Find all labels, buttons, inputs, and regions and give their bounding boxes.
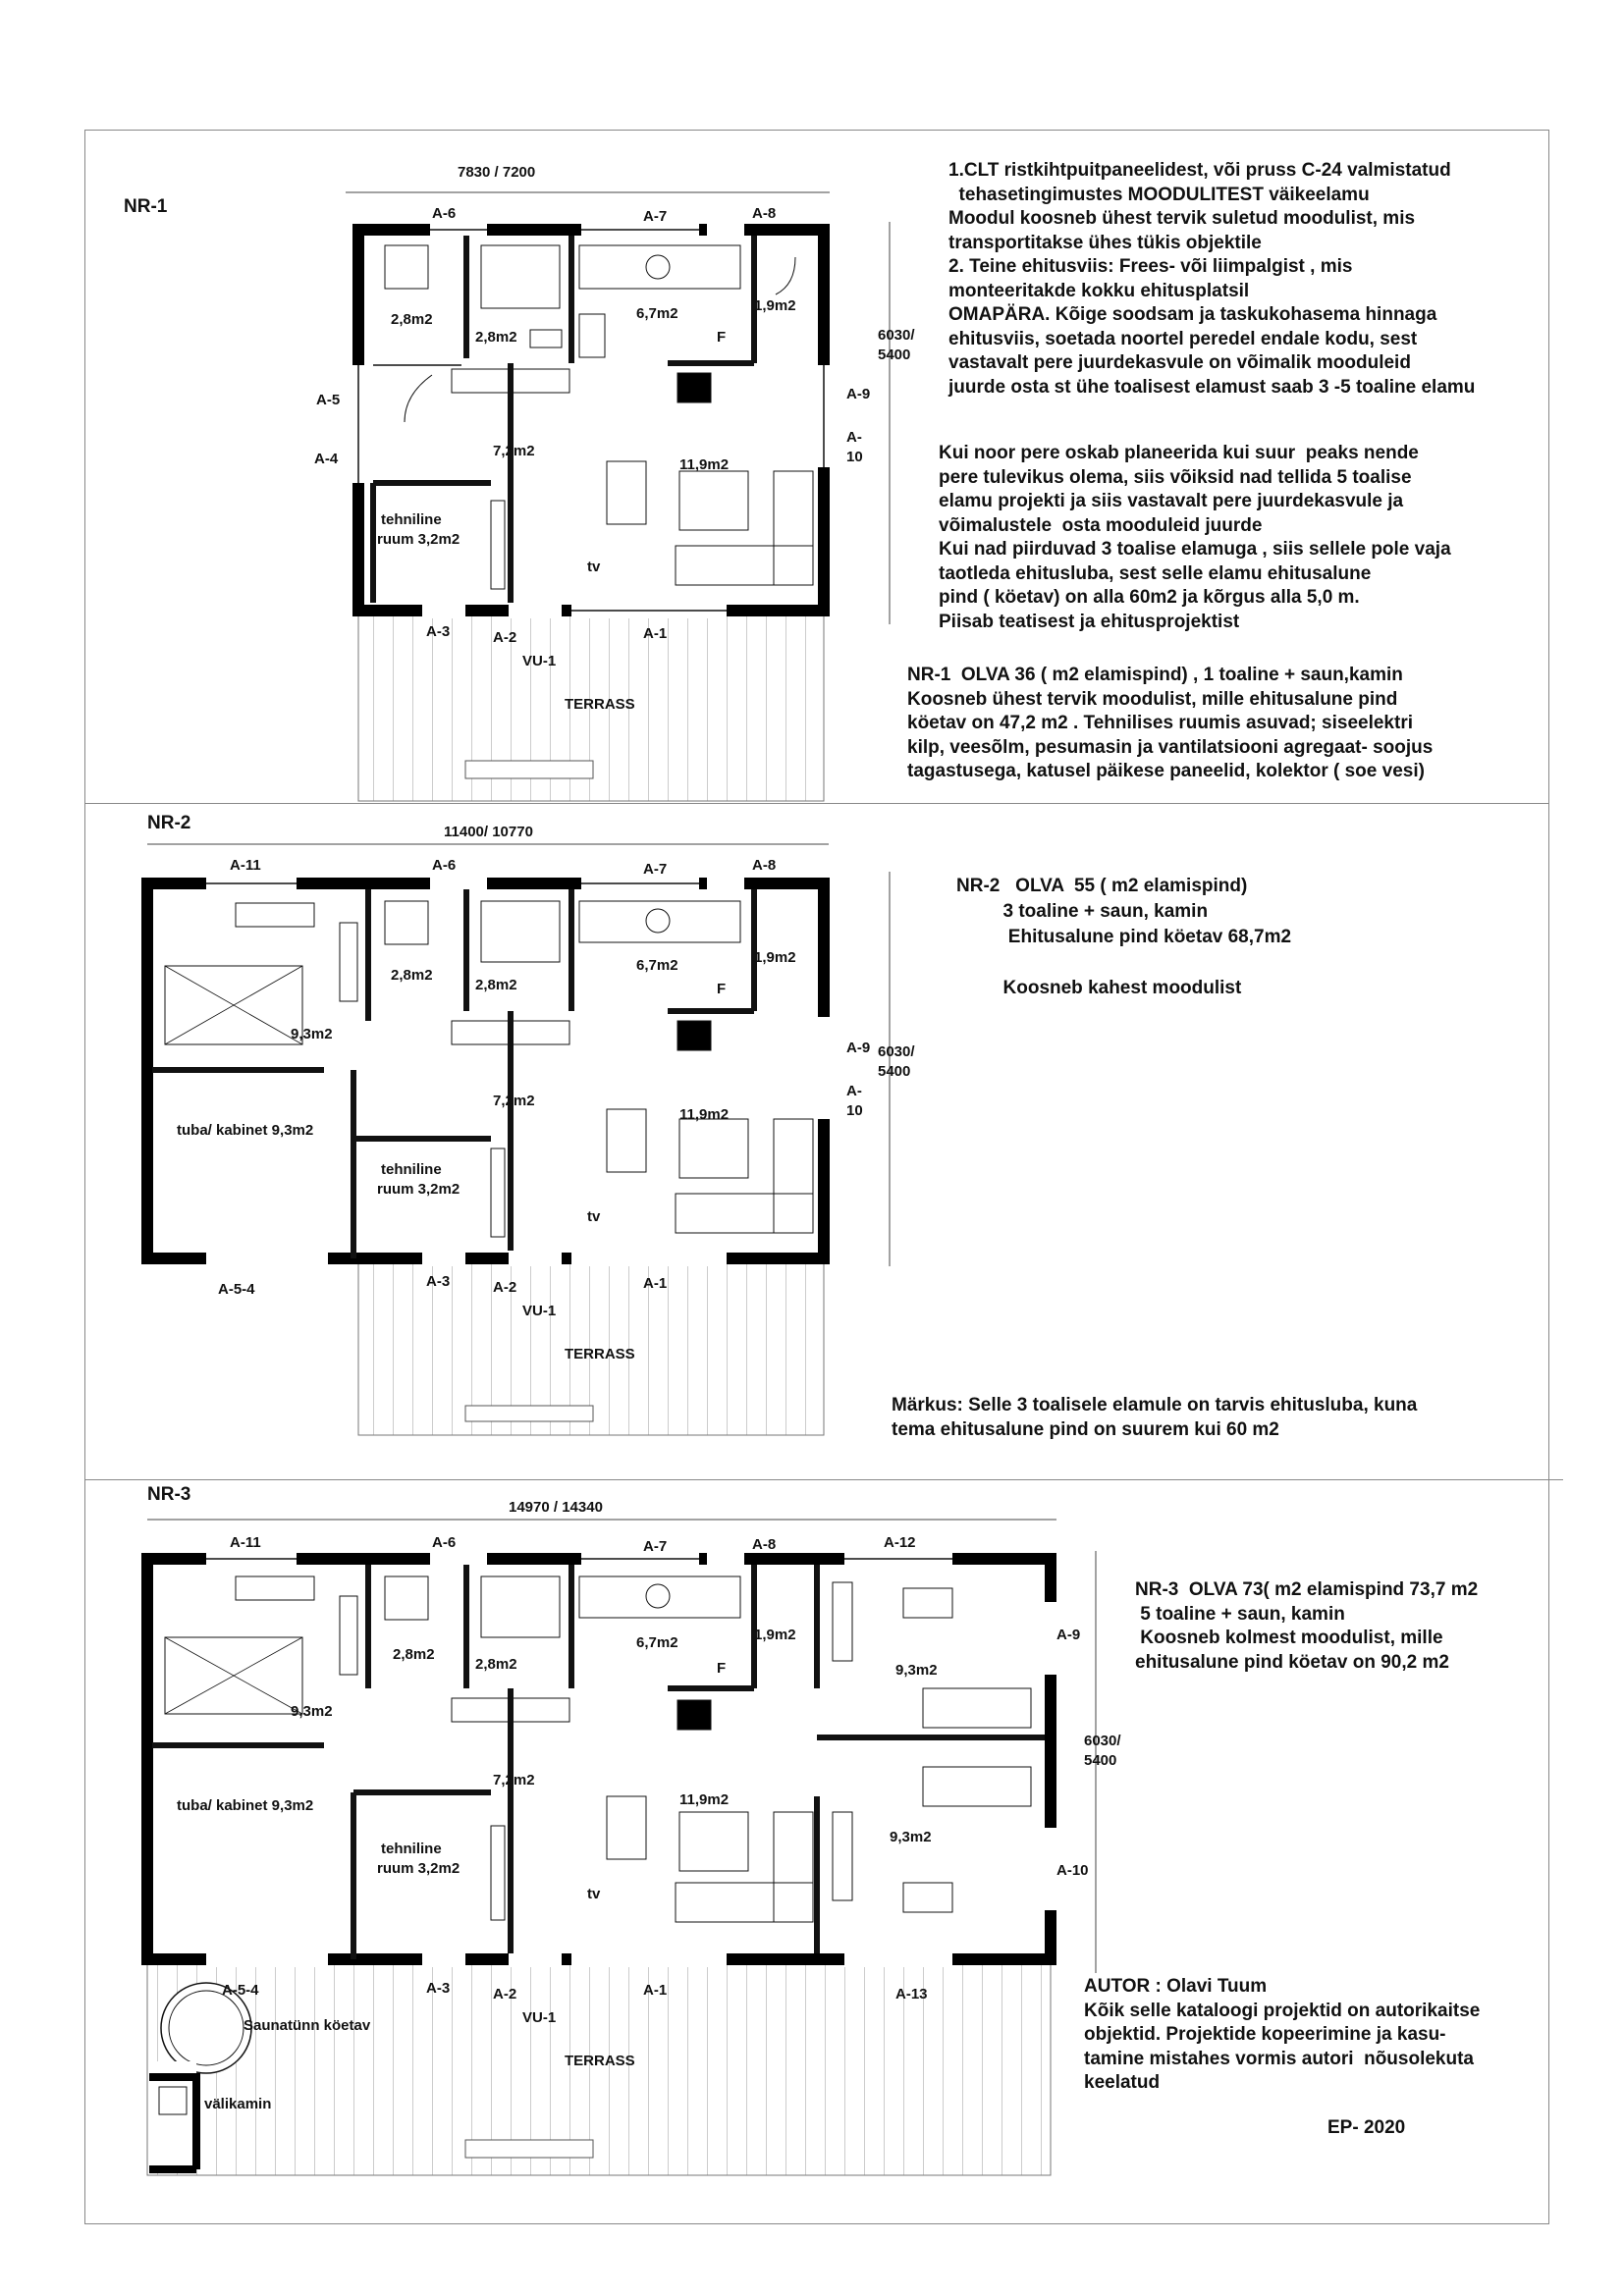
nr1-a10b: 10 [846, 449, 863, 465]
nr3-a11: A-11 [230, 1534, 261, 1551]
text-line: elamu projekti ja siis vastavalt pere juurdekasvule ja [939, 491, 1404, 511]
text-line: NR-1 OLVA 36 ( m2 elamispind) , 1 toaline + saun,kamin [907, 665, 1403, 685]
nr3-dim-width: 14970 / 14340 [509, 1499, 603, 1516]
nr3-room-bed3: 9,3m2 [890, 1829, 932, 1845]
text-line: monteeritakde kokku ehitusplatsil [948, 280, 1250, 301]
text-line: NR-3 OLVA 73( m2 elamispind 73,7 m2 [1135, 1579, 1479, 1600]
text-line: juurde osta st ühe toalisest elamust saab 3 -5 toaline elamu [948, 376, 1476, 398]
nr1-room-wc: 2,8m2 [391, 311, 433, 328]
nr1-terrace: TERRASS [565, 696, 635, 713]
nr1-vu: VU-1 [522, 653, 557, 669]
nr1-room-living: 11,9m2 [679, 456, 730, 473]
text-line: võimalustele osta mooduleid juurde [939, 514, 1263, 536]
text-line: Ehitusalune pind köetav 68,7m2 [956, 927, 1292, 947]
text-line: Koosneb ühest tervik moodulist, mille ehitusalune pind [907, 688, 1398, 710]
text-line: köetav on 47,2 m2 . Tehnilises ruumis asuvad; siseelektri [907, 713, 1413, 733]
text-line: Koosneb kolmest moodulist, mille [1135, 1628, 1443, 1648]
nr3-a9: A-9 [1056, 1627, 1081, 1643]
nr3-room-wc2: 1,9m2 [754, 1627, 796, 1643]
text-block-2 [939, 442, 1451, 634]
text-line: keelatud [1084, 2072, 1161, 2093]
nr1-dim-depth-a: 6030/ [878, 327, 915, 344]
nr2-a11: A-11 [230, 857, 261, 874]
nr2-a10b: 10 [846, 1102, 863, 1119]
plan-nr3 [147, 1520, 1096, 2175]
nr2-a9: A-9 [846, 1040, 871, 1056]
nr2-a10a: A- [846, 1083, 862, 1099]
nr1-a4: A-4 [314, 451, 339, 467]
text-line: Kui nad piirduvad 3 toalise elamuga , siis sellele pole vaja [939, 539, 1451, 560]
nr1-f: F [717, 329, 727, 346]
nr3-tv: tv [587, 1886, 601, 1902]
footer-label: EP- 2020 [1327, 2117, 1406, 2138]
nr3-a8: A-8 [752, 1536, 777, 1553]
nr1-a6: A-6 [432, 205, 457, 222]
nr2-tech1: tehniline [381, 1161, 442, 1178]
nr2-room-wc2: 1,9m2 [754, 949, 796, 966]
text-line: Märkus: Selle 3 toalisele elamule on tarvis ehitusluba, kuna [892, 1395, 1418, 1415]
nr1-dim-depth-b: 5400 [878, 347, 911, 363]
nr2-dim-depth-b: 5400 [878, 1063, 911, 1080]
nr2-a7: A-7 [643, 861, 668, 878]
nr3-room-sauna: 2,8m2 [475, 1656, 517, 1673]
nr2-label: NR-2 [147, 813, 191, 833]
nr3-label: NR-3 [147, 1484, 191, 1505]
nr3-f: F [717, 1660, 727, 1677]
nr2-a54: A-5-4 [218, 1281, 255, 1298]
nr1-room-kitchen: 6,7m2 [636, 305, 678, 322]
text-line: Koosneb kahest moodulist [956, 978, 1242, 998]
text-line: 5 toaline + saun, kamin [1135, 1603, 1345, 1625]
nr3-room-bed: 9,3m2 [291, 1703, 333, 1720]
nr2-room-living: 11,9m2 [679, 1106, 730, 1123]
text-line: ehitusalune pind köetav on 90,2 m2 [1135, 1651, 1449, 1673]
nr1-a3: A-3 [426, 623, 451, 640]
text-line: Kõik selle kataloogi projektid on autorikaitse [1084, 2000, 1481, 2021]
nr3-room-kitchen: 6,7m2 [636, 1634, 678, 1651]
nr3-tuba: tuba/ kabinet 9,3m2 [177, 1797, 314, 1814]
nr2-dim-depth-a: 6030/ [878, 1043, 915, 1060]
text-line: pind ( köetav) on alla 60m2 ja kõrgus alla 5,0 m. [939, 587, 1360, 608]
text-line: Piisab teatisest ja ehitusprojektist [939, 611, 1240, 632]
nr3-vu: VU-1 [522, 2009, 557, 2026]
nr1-label: NR-1 [124, 196, 168, 217]
nr1-room-wc2: 1,9m2 [754, 297, 796, 314]
nr3-a12: A-12 [884, 1534, 916, 1551]
text-line: 2. Teine ehitusviis: Frees- või liimpalgist , mis [948, 256, 1353, 277]
nr3-a10: A-10 [1056, 1862, 1089, 1879]
text-block-1 [948, 159, 1475, 400]
text-line: AUTOR : Olavi Tuum [1084, 1976, 1268, 1997]
text-line: tamine mistahes vormis autori nõusolekuta [1084, 2048, 1474, 2069]
nr3-room-hall: 7,2m2 [493, 1772, 535, 1789]
nr3-a6: A-6 [432, 1534, 457, 1551]
nr3-a3: A-3 [426, 1980, 451, 1997]
text-line: 1.CLT ristkihtpuitpaneelidest, või pruss C-24 valmistatud [948, 160, 1451, 181]
text-line: kilp, veesõlm, pesumasin ja vantilatsiooni agregaat- soojus [907, 736, 1434, 758]
nr2-vu: VU-1 [522, 1303, 557, 1319]
nr2-room-bed: 9,3m2 [291, 1026, 333, 1042]
nr3-dim-depth-a: 6030/ [1084, 1733, 1121, 1749]
text-line: taotleda ehitusluba, sest selle elamu ehitusalune [939, 562, 1372, 584]
nr3-room-bed2: 9,3m2 [895, 1662, 938, 1679]
nr3-tech2: ruum 3,2m2 [377, 1860, 460, 1877]
text-line: pere tulevikus olema, siis võiksid nad tellida 5 toalise [939, 466, 1412, 488]
text-block-5 [892, 1394, 1417, 1442]
text-line: ehitusviis, soetada noortel peredel endale kodu, sest [948, 328, 1418, 349]
nr3-room-wc: 2,8m2 [393, 1646, 435, 1663]
nr3-a2: A-2 [493, 1986, 517, 2002]
nr1-dim-width: 7830 / 7200 [458, 164, 536, 181]
nr3-tech1: tehniline [381, 1841, 442, 1857]
nr3-room-living: 11,9m2 [679, 1791, 730, 1808]
nr3-a1: A-1 [643, 1982, 668, 1999]
nr1-tech1: tehniline [381, 511, 442, 528]
nr2-room-wc: 2,8m2 [391, 967, 433, 984]
text-block-3 [907, 664, 1433, 784]
nr1-a1: A-1 [643, 625, 668, 642]
nr1-a9: A-9 [846, 386, 871, 402]
text-line: transportitakse ühes tükis objektile [948, 232, 1262, 253]
text-line: tagastusega, katusel päikese paneelid, kolektor ( soe vesi) [907, 761, 1425, 781]
nr2-a6: A-6 [432, 857, 457, 874]
text-line: vastavalt pere juurdekasvule on võimalik mooduleid [948, 352, 1411, 373]
text-line: Moodul koosneb ühest tervik suletud moodulist, mis [948, 208, 1416, 229]
text-line: 3 toaline + saun, kamin [956, 901, 1209, 922]
text-line [956, 950, 1291, 976]
nr1-a10a: A- [846, 429, 862, 446]
nr2-room-hall: 7,2m2 [493, 1093, 535, 1109]
text-line: OMAPÄRA. Kõige soodsam ja taskukohasema hinnaga [948, 304, 1437, 325]
text-line: tema ehitusalune pind on suurem kui 60 m2 [892, 1418, 1279, 1440]
text-line: tehasetingimustes MOODULITEST väikeelamu [948, 184, 1370, 205]
nr1-a7: A-7 [643, 208, 668, 225]
nr1-tech2: ruum 3,2m2 [377, 531, 460, 548]
nr1-a8: A-8 [752, 205, 777, 222]
nr1-a2: A-2 [493, 629, 517, 646]
nr2-tuba: tuba/ kabinet 9,3m2 [177, 1122, 314, 1139]
nr2-a3: A-3 [426, 1273, 451, 1290]
nr2-a8: A-8 [752, 857, 777, 874]
nr2-a1: A-1 [643, 1275, 668, 1292]
nr1-room-sauna: 2,8m2 [475, 329, 517, 346]
nr2-room-sauna: 2,8m2 [475, 977, 517, 993]
nr3-a54: A-5-4 [222, 1982, 259, 1999]
text-line: objektid. Projektide kopeerimine ja kasu- [1084, 2024, 1446, 2045]
text-block-7 [1084, 1975, 1480, 2096]
text-line: Kui noor pere oskab planeerida kui suur peaks nende [939, 443, 1419, 463]
nr1-room-hall: 7,2m2 [493, 443, 535, 459]
nr3-saunatunn: Saunatünn köetav [244, 2017, 371, 2034]
nr3-a13: A-13 [895, 1986, 928, 2002]
text-block-6 [1135, 1578, 1478, 1675]
nr3-valikamin: välikamin [204, 2096, 272, 2112]
text-block-4 [956, 874, 1291, 1001]
nr2-dim-width: 11400/ 10770 [444, 824, 533, 840]
nr3-terrace: TERRASS [565, 2053, 635, 2069]
nr1-tv: tv [587, 559, 601, 575]
nr2-tech2: ruum 3,2m2 [377, 1181, 460, 1198]
plan-nr2 [147, 844, 890, 1435]
nr2-tv: tv [587, 1208, 601, 1225]
nr2-room-kitchen: 6,7m2 [636, 957, 678, 974]
nr3-a7: A-7 [643, 1538, 668, 1555]
nr1-a5: A-5 [316, 392, 341, 408]
nr2-a2: A-2 [493, 1279, 517, 1296]
nr2-f: F [717, 981, 727, 997]
nr3-dim-depth-b: 5400 [1084, 1752, 1117, 1769]
text-line: NR-2 OLVA 55 ( m2 elamispind) [956, 876, 1248, 896]
nr2-terrace: TERRASS [565, 1346, 635, 1362]
